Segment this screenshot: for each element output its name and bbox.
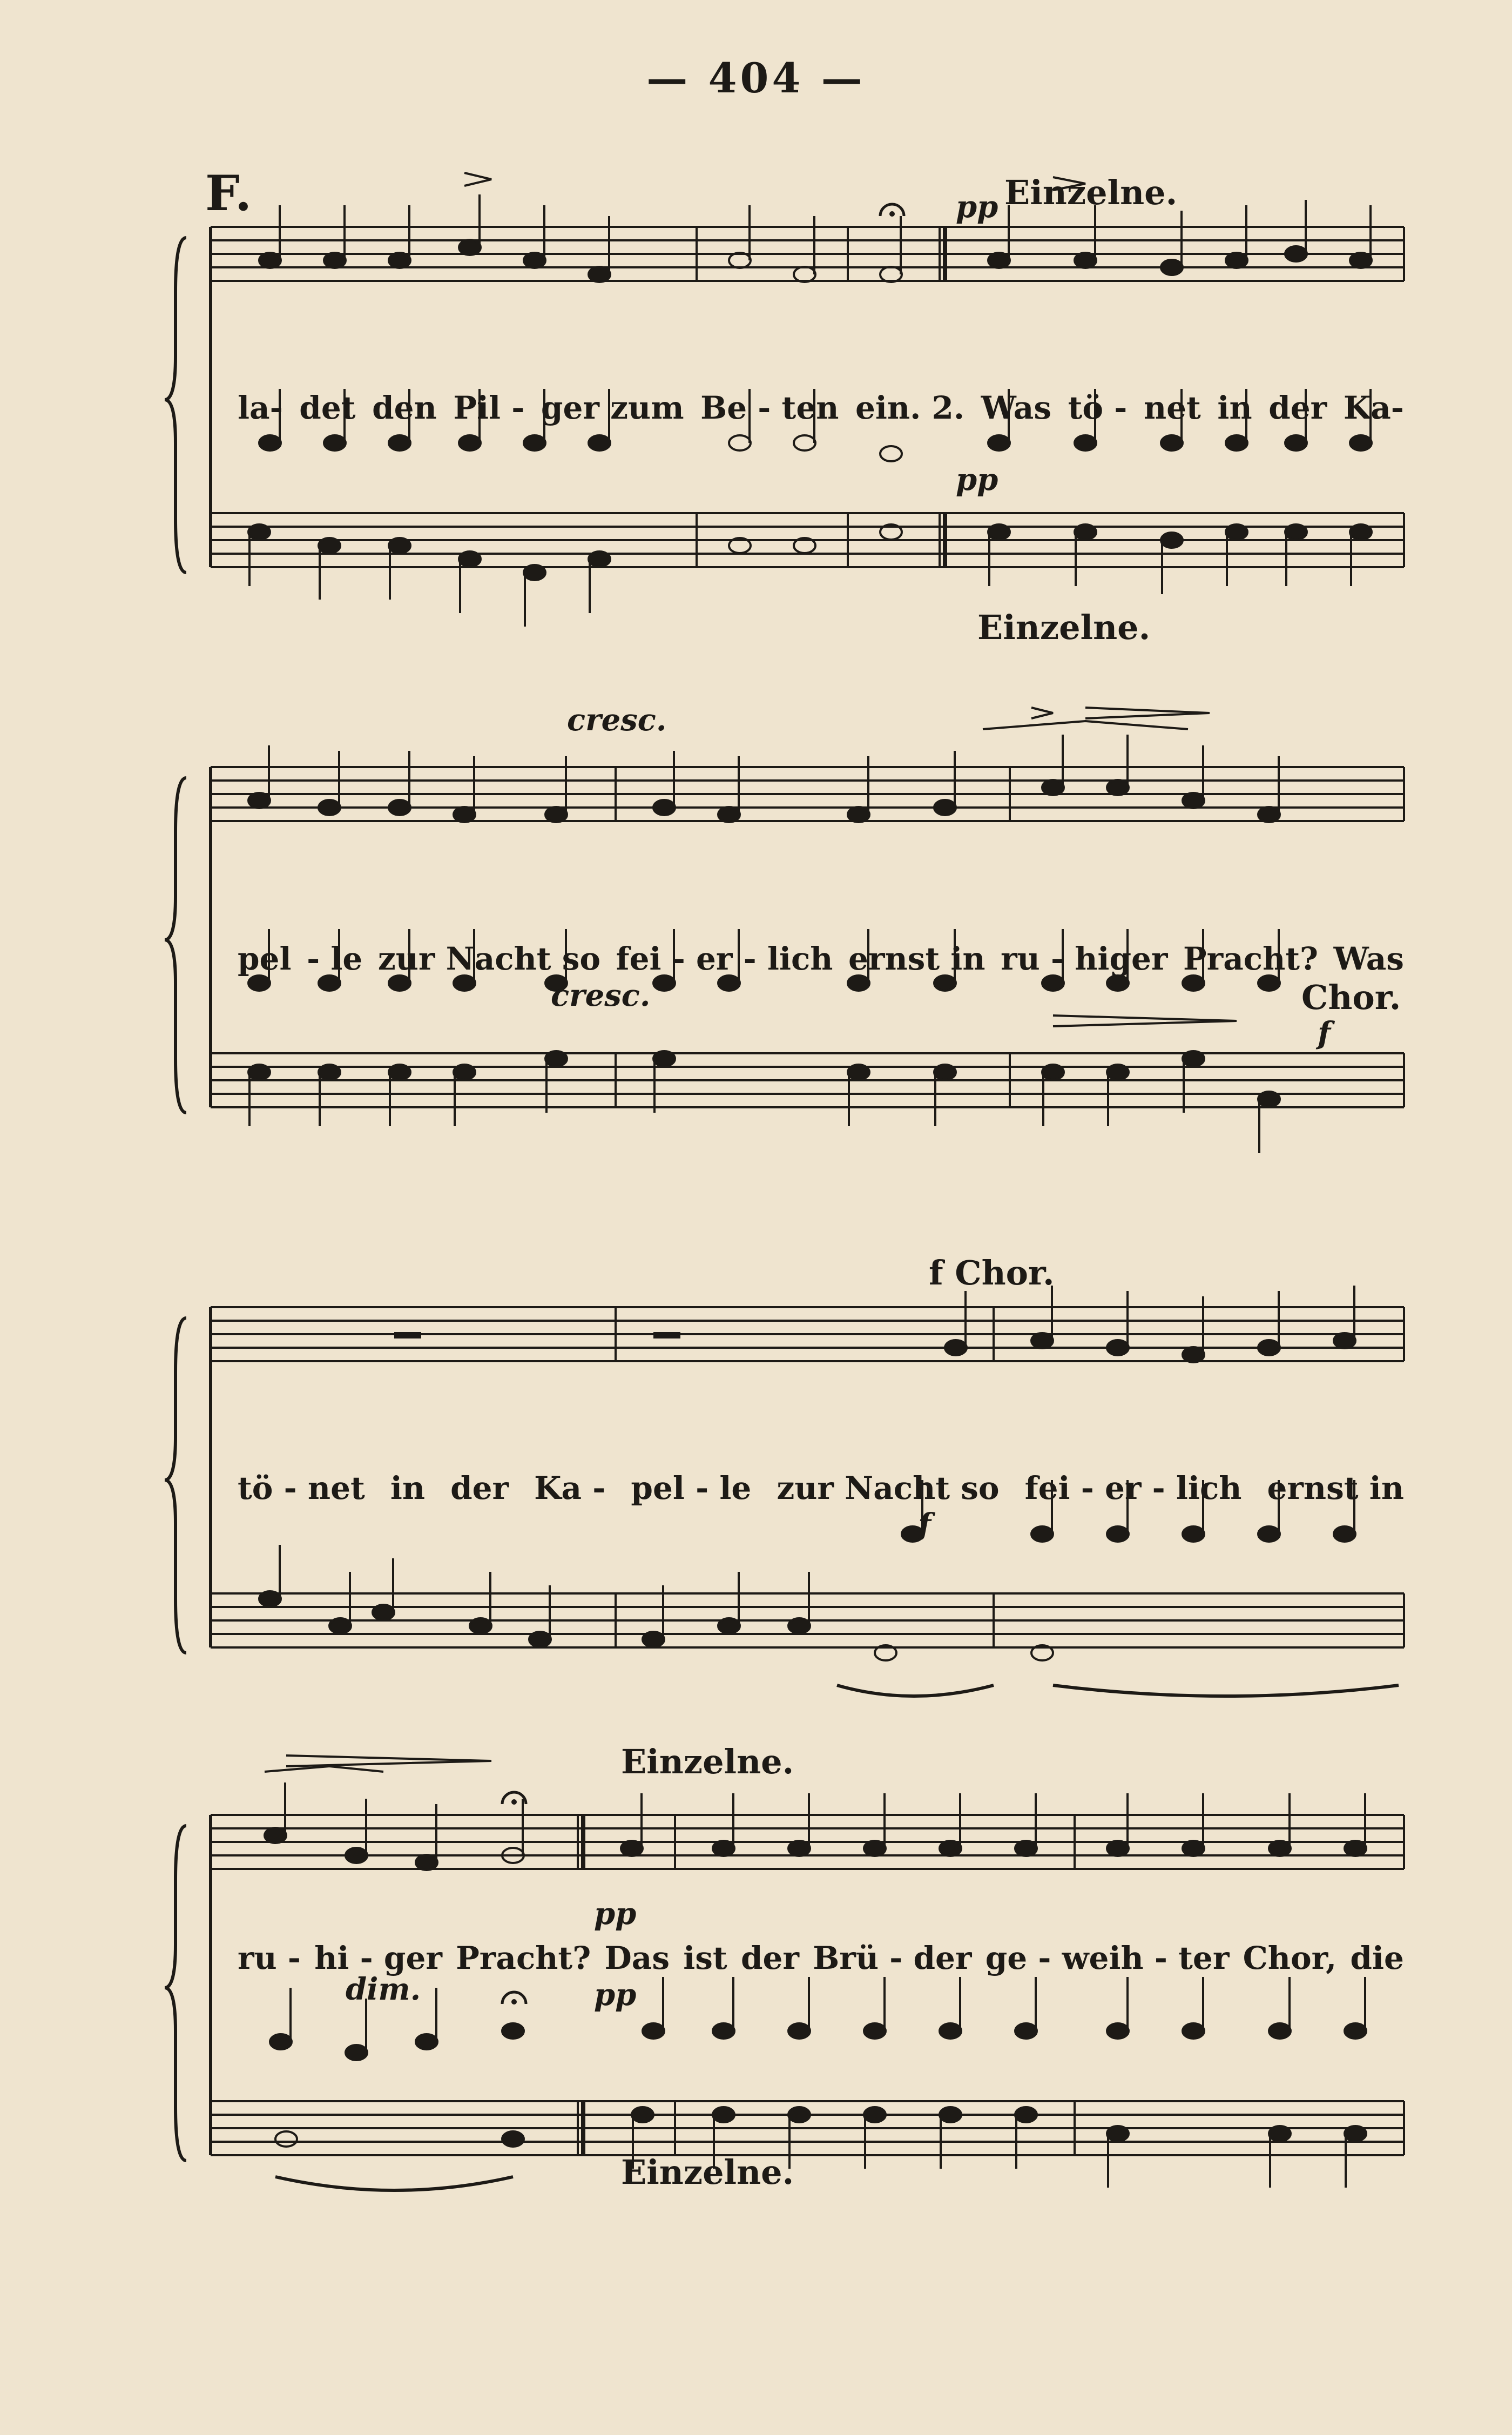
label-einzelne-3: Einzelne. bbox=[621, 1742, 794, 1781]
dynamic-pp-2: pp bbox=[956, 462, 998, 497]
dynamic-cresc-1: cresc. bbox=[567, 702, 667, 738]
lyric: zur Nacht so bbox=[377, 940, 601, 977]
label-einzelne-4: Einzelne. bbox=[621, 2153, 794, 2192]
lyric: Pracht? bbox=[1183, 940, 1319, 977]
lyric: ernst in bbox=[1267, 1470, 1404, 1506]
lyric: ist bbox=[683, 1940, 727, 1976]
dynamic-f-1: f bbox=[1318, 1015, 1331, 1051]
lyric: ru - higer bbox=[1001, 940, 1168, 977]
lyric: Pil - bbox=[453, 389, 525, 426]
dynamic-pp-1: pp bbox=[956, 189, 998, 225]
page-number: — 404 — bbox=[646, 54, 866, 102]
dynamic-dim: dim. bbox=[346, 1972, 421, 2007]
lyric: ger zum bbox=[541, 389, 684, 426]
lyric: Ka - bbox=[534, 1470, 606, 1506]
section-letter: F. bbox=[205, 165, 252, 222]
lyric: Was bbox=[981, 389, 1051, 426]
lyric: fei - er - lich bbox=[1024, 1470, 1242, 1506]
lyric: Was bbox=[1333, 940, 1404, 977]
lyric: Pracht? bbox=[456, 1940, 591, 1976]
lyric: fei - er - lich bbox=[616, 940, 833, 977]
dynamic-pp-3: pp bbox=[594, 1896, 637, 1932]
lyric: der bbox=[1268, 389, 1327, 426]
lyric: det bbox=[299, 389, 356, 426]
label-chor: Chor. bbox=[1301, 978, 1401, 1017]
lyrics-system-1 bbox=[238, 384, 1404, 432]
lyric: tö - net bbox=[238, 1470, 365, 1506]
lyric: Das bbox=[604, 1940, 670, 1976]
lyric: zur Nacht so bbox=[777, 1470, 1000, 1506]
lyrics-system-3 bbox=[238, 1464, 1404, 1512]
lyric: ernst in bbox=[848, 940, 986, 977]
lyric: in bbox=[1217, 389, 1252, 426]
lyric: pel - le bbox=[631, 1470, 752, 1506]
dynamic-pp-4: pp bbox=[594, 1977, 637, 2013]
lyric: der bbox=[450, 1470, 509, 1506]
lyric: ein. 2. bbox=[855, 389, 965, 426]
lyric: - le bbox=[307, 940, 363, 977]
lyric: Be - ten bbox=[700, 389, 839, 426]
lyric: der bbox=[740, 1940, 799, 1976]
lyric: net bbox=[1143, 389, 1201, 426]
label-einzelne-top: Einzelne. bbox=[1004, 173, 1178, 212]
lyric: den bbox=[372, 389, 437, 426]
lyrics-system-2 bbox=[238, 934, 1404, 983]
lyric: die bbox=[1350, 1940, 1404, 1976]
lyric: pel bbox=[238, 940, 292, 977]
lyric: Brü - der bbox=[813, 1940, 972, 1976]
lyric: la- bbox=[238, 389, 283, 426]
lyrics-system-4 bbox=[238, 1934, 1404, 1982]
lyric: ge - weih - ter bbox=[985, 1940, 1230, 1976]
system-2 bbox=[211, 708, 1404, 1153]
lyric: Chor, bbox=[1243, 1940, 1337, 1976]
label-f-chor: f Chor. bbox=[929, 1253, 1055, 1293]
lyric: tö - bbox=[1068, 389, 1128, 426]
dynamic-cresc-2: cresc. bbox=[551, 978, 651, 1013]
lyric: hi - ger bbox=[314, 1940, 442, 1976]
lyric: in bbox=[390, 1470, 426, 1506]
label-einzelne-bottom: Einzelne. bbox=[977, 608, 1151, 647]
lyric: ru - bbox=[238, 1940, 301, 1976]
lyric: Ka- bbox=[1343, 389, 1404, 426]
dynamic-f-2: f bbox=[918, 1507, 932, 1543]
